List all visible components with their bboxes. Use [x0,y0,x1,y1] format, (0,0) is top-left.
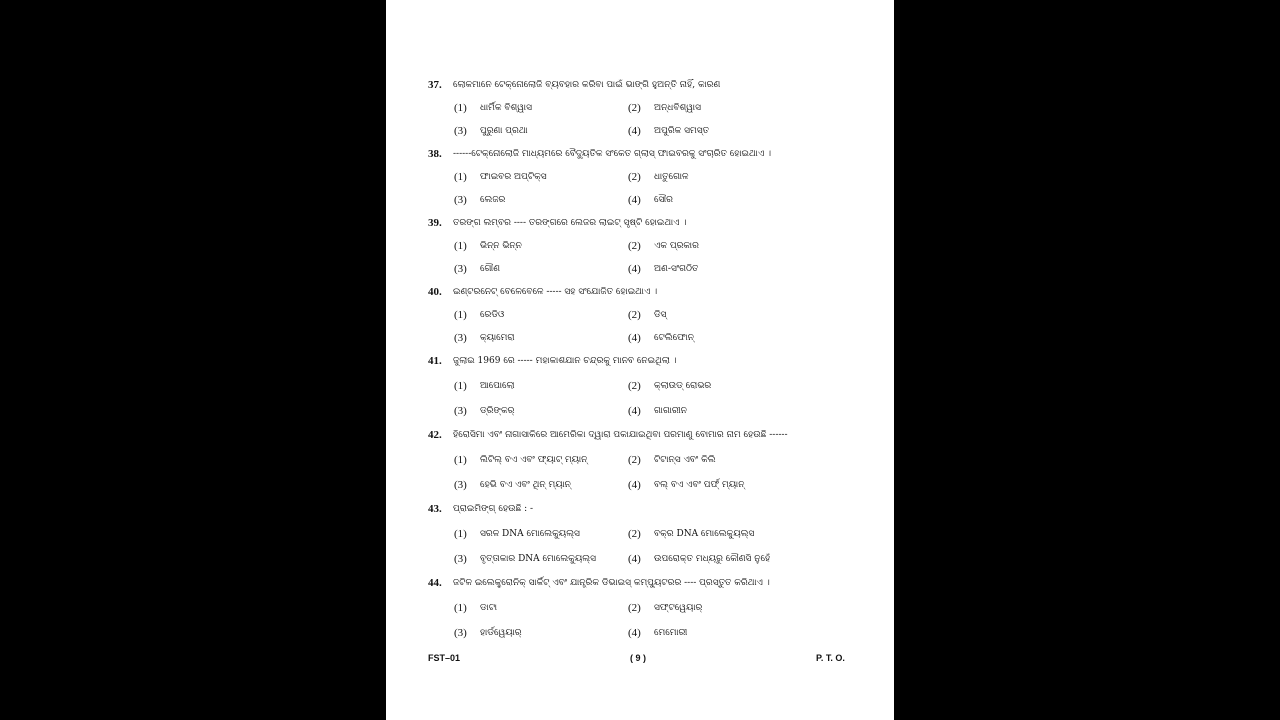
option-number: (2) [628,380,641,392]
option-text: ଟେଲିଫୋନ୍ [654,333,694,343]
question-text: ଇଣ୍ଟରନେଟ୍ ବେଳେବେଳେ ----- ସହ ସଂଯୋଜିତ ହୋଇଥାଏ । [453,287,658,297]
question-text: ଜଟିଳ ଇଲେକ୍ଟ୍ରୋନିକ୍ ସାର୍କିଟ୍ ଏବଂ ଯାନ୍ତ୍ରିକ ଡିଭାଇସ୍ କମ୍ପ୍ୟୁଟରର ---- ପ୍ରସ୍ତୁତ କରିଥାଏ । [453,578,770,588]
question-number: 37. [428,79,442,91]
option-number: (4) [628,332,641,344]
option-number: (2) [628,309,641,321]
option-text: ବୃତ୍ତାକାର DNA ମୋଲେକ୍ୟୁଲ୍ସ [480,554,596,564]
option-text: ଏକ ପ୍ରକାର [654,241,699,251]
question-text: ପ୍ରାଇମିଙ୍ଗ୍ ହେଉଛି : - [453,504,534,514]
option-text: ବଲ୍ ବଏ ଏବଂ ପର୍ଫ୍ ମ୍ୟାନ୍ [654,480,745,490]
question-text: ତରଙ୍ଗ ଲମ୍ବର ---- ତରଙ୍ଗରେ ଲେଜର ଲାଇଟ୍ ସୃଷ୍ଟି ହୋଇଥାଏ । [453,218,687,228]
question-number: 39. [428,217,442,229]
option-text: ଲିଟିଲ୍ ବଏ ଏବଂ ଫ୍ୟାଟ୍ ମ୍ୟାନ୍ [480,455,588,465]
option-number: (2) [628,454,641,466]
question-text: ଜୁଲାଇ 1969 ରେ ----- ମହାକାଶଯାନ ଚନ୍ଦ୍ରକୁ ମାନବ ନେଇଥିଲା । [453,356,677,366]
option-text: ହାର୍ଡୱେୟାର୍ [480,628,522,638]
option-number: (4) [628,263,641,275]
question-paper-page [386,0,894,720]
option-text: ବକ୍ର DNA ମୋଲେକ୍ୟୁଲ୍ସ [654,529,755,539]
option-text: ଡ୍ରିଙ୍କର୍ [480,406,515,416]
option-text: ଅଣ-ସଂଗଠିତ [654,264,699,274]
option-text: ଅପୁରିକ ସମସ୍ତ [654,126,710,136]
option-number: (1) [454,528,467,540]
option-number: (3) [454,553,467,565]
question-number: 43. [428,503,442,515]
option-text: ଅନ୍ଧବିଶ୍ୱାସ [654,103,701,113]
option-number: (4) [628,553,641,565]
option-number: (3) [454,479,467,491]
option-number: (2) [628,171,641,183]
option-number: (4) [628,405,641,417]
option-text: ପୁରୁଣା ପ୍ରଥା [480,126,528,136]
option-number: (3) [454,627,467,639]
option-number: (4) [628,627,641,639]
option-number: (1) [454,454,467,466]
option-text: ଧାତୁଗୋଳ [654,172,689,182]
option-text: ହେଭି ବଏ ଏବଂ ଥିନ୍ ମ୍ୟାନ୍ [480,480,571,490]
question-number: 42. [428,429,442,441]
option-text: ଉପରୋକ୍ତ ମଧ୍ୟରୁ କୌଣସି ନୁହେଁ [654,554,771,564]
option-number: (1) [454,171,467,183]
question-text: ଲୋକମାନେ ଟେକ୍ନୋଲୋଜି ବ୍ୟବହାର କରିବା ପାଇଁ ଭାଙ୍ଗି ହୁଅନ୍ତି ନାହିଁ, କାରଣ [453,80,721,90]
option-text: ଧାର୍ମିକ ବିଶ୍ୱାସ [480,103,532,113]
option-number: (2) [628,240,641,252]
option-number: (2) [628,528,641,540]
option-text: ଡାଟା [480,603,498,613]
please-turn-over: P. T. O. [816,653,845,663]
option-number: (4) [628,194,641,206]
question-text: ହିରୋସିମା ଏବଂ ନାଗାସାକିରେ ଆମେରିକା ଦ୍ୱାରା ପକାଯାଇଥିବା ପରମାଣୁ ବୋମାର ନାମ ହେଉଛି ------ [453,430,788,440]
option-text: ଲେଜର [480,195,506,205]
option-text: କ୍ୟାମେରା [480,333,515,343]
question-text: ------ଟେକ୍ନୋଲୋଜି ମାଧ୍ୟମରେ ବୈଦ୍ୟୁତିକ ସଂକେତ ଗ୍ଲାସ୍ ଫାଇବରକୁ ସଂଚାରିତ ହୋଇଥାଏ । [453,149,772,159]
option-text: ଗାଗାରୀନ [654,406,687,416]
option-number: (4) [628,479,641,491]
option-text: ଟିଟାନ୍ସ ଏବଂ କିଲି [654,455,716,465]
option-number: (3) [454,194,467,206]
option-text: ଭିନ୍ନ ଭିନ୍ନ [480,241,522,251]
paper-code: FST–01 [428,653,461,663]
question-number: 40. [428,286,442,298]
option-number: (2) [628,602,641,614]
question-number: 41. [428,355,442,367]
option-text: ଫାଇବର ଅପ୍ଟିକ୍ସ [480,172,547,182]
page-number: ( 9 ) [630,653,647,663]
option-number: (4) [628,125,641,137]
option-text: କ୍ଲାଉଡ୍ ରୋଭର [654,381,712,391]
option-number: (1) [454,602,467,614]
option-number: (3) [454,263,467,275]
option-number: (2) [628,102,641,114]
option-number: (1) [454,309,467,321]
option-number: (1) [454,380,467,392]
option-text: ମେମୋରୀ [654,628,688,638]
option-text: ସୌର [654,195,674,205]
option-text: ଗୌଣ [480,264,501,274]
option-text: ସରଳ DNA ମୋଲେକ୍ୟୁଲ୍ସ [480,529,580,539]
option-text: ଡିସ୍ [654,310,667,320]
option-number: (3) [454,405,467,417]
question-number: 38. [428,148,442,160]
option-number: (3) [454,332,467,344]
question-number: 44. [428,577,442,589]
option-text: ସଫ୍ଟୱେୟାର୍ [654,603,703,613]
option-number: (1) [454,240,467,252]
option-number: (1) [454,102,467,114]
option-number: (3) [454,125,467,137]
option-text: ରେଡିଓ [480,310,505,320]
option-text: ଆପୋଲୋ [480,381,515,391]
